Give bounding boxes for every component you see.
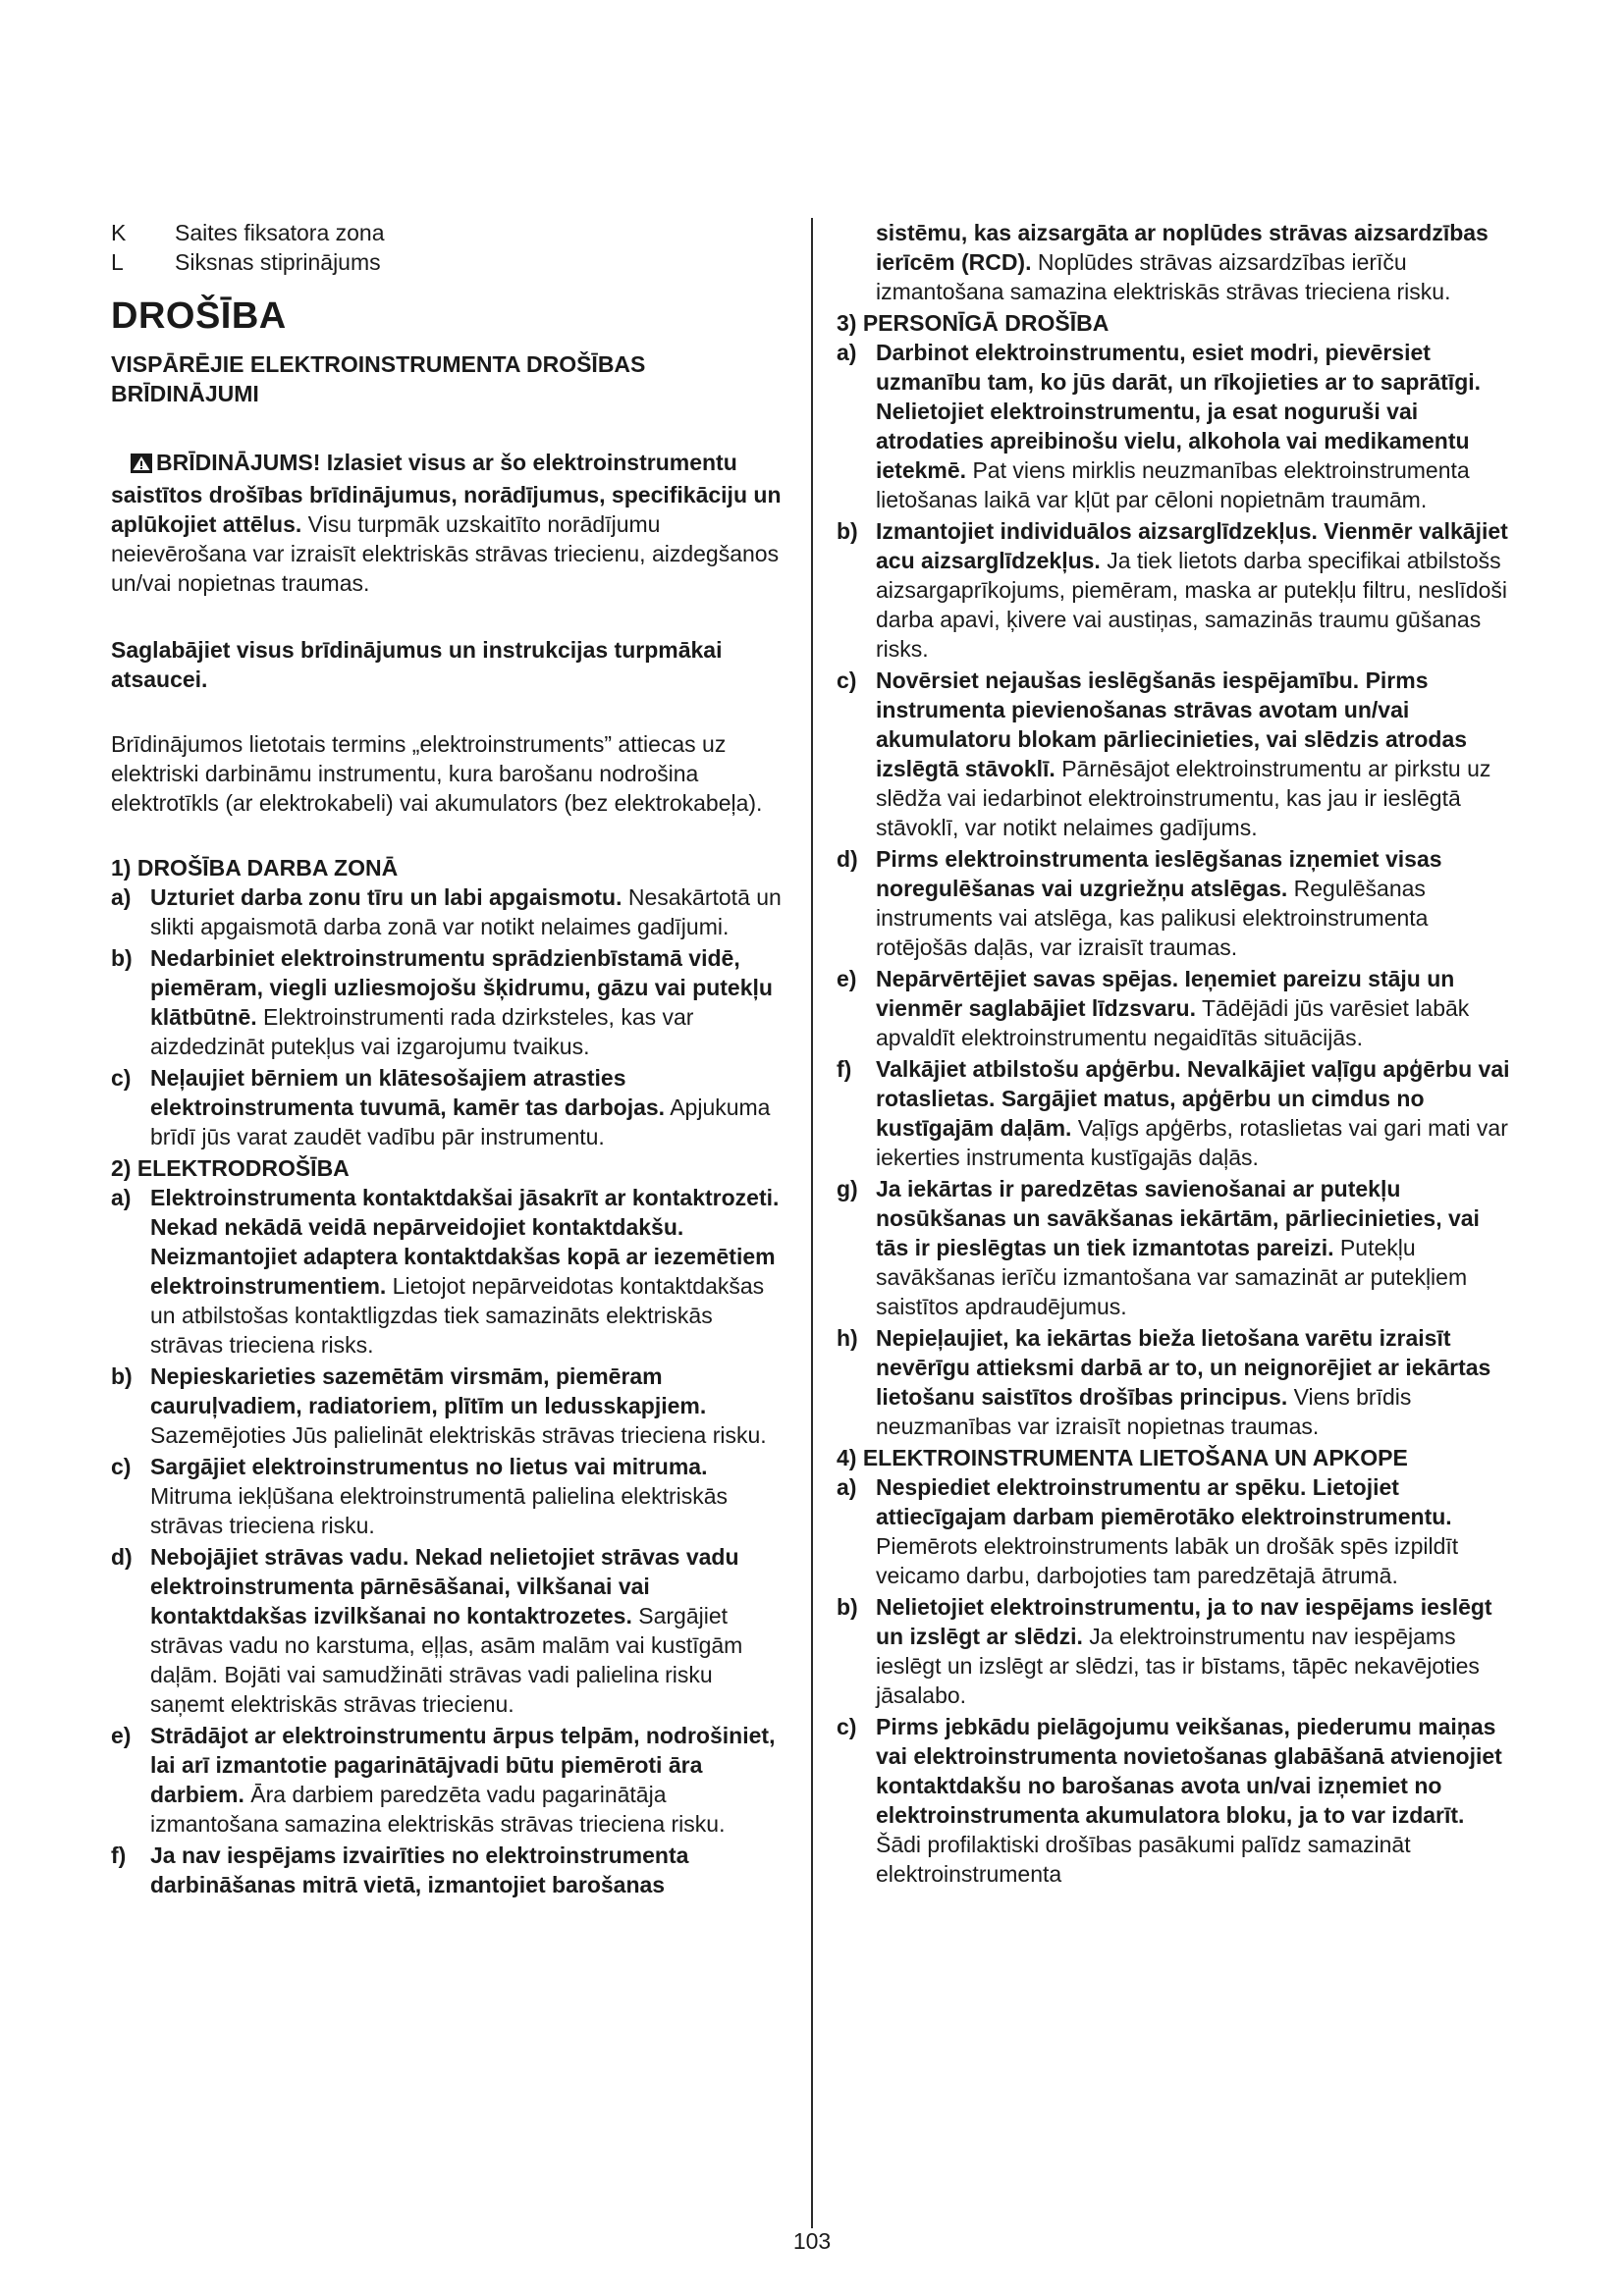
list-item (837, 844, 1510, 962)
list-item (837, 1472, 1510, 1590)
group-title: 2) ELEKTRODROŠĪBA (111, 1155, 350, 1181)
item-label: f) (837, 1056, 852, 1082)
item-label: b) (837, 518, 858, 544)
item-label: a) (111, 884, 132, 910)
item-label: b) (111, 1363, 133, 1389)
term-definition: Brīdinājumos lietotais termins „elektroinstruments” attiecas uz elektriski darbināmu instrumentu, kura barošanu nodrošina elektrotīkls (ar elektrokabeli) vai akumulators (bez elektrokabeļa). (111, 731, 763, 816)
item-label: c) (111, 1454, 132, 1479)
item-text: Nesakārtotā un slikti apgaismotā darba zonā var notikt nelaimes gadījumi. (150, 884, 782, 939)
continued-text: Noplūdes strāvas aizsardzības ierīču izmantošana samazina elektriskās strāvas trieciena risku. (876, 249, 1451, 304)
continued-item (837, 218, 1510, 306)
list-item (837, 516, 1510, 664)
list-item (111, 1362, 788, 1450)
item-text: Sazemējoties Jūs palielināt elektriskās strāvas trieciena risku. (150, 1422, 767, 1448)
item-bold: Nespiediet elektroinstrumentu ar spēku. Lietojiet attiecīgajam darbam piemērotāko elektroinstrumentu. (876, 1474, 1452, 1529)
item-bold: Nedarbiniet elektroinstrumentu sprādzienbīstamā vidē, piemēram, viegli uzliesmojošu šķidrumu, gāzu vai putekļu klātbūtnē. (150, 945, 773, 1030)
item-label: e) (111, 1723, 132, 1748)
item-label: a) (111, 1185, 132, 1210)
item-bold: Valkājiet atbilstošu apģērbu. Nevalkājiet vaļīgu apģērbu vai rotaslietas. Sargājiet matus, apģērbu un cimdus no kustīgajām daļām. (876, 1056, 1510, 1141)
item-label: d) (111, 1544, 133, 1570)
item-label: c) (837, 1714, 857, 1739)
item-text: Putekļu savākšanas ierīču izmantošana var samazināt ar putekļiem saistītos apdraudējumus. (876, 1235, 1468, 1319)
save-instructions-note: Saglabājiet visus brīdinājumus un instrukcijas turpmākai atsaucei. (111, 637, 723, 692)
item-text: Mitruma iekļūšana elektroinstrumentā palielina elektriskās strāvas trieciena risku. (150, 1483, 729, 1538)
item-bold: Darbinot elektroinstrumentu, esiet modri, pievērsiet uzmanību tam, ko jūs darāt, un rīkojieties ar to saprātīgi. Nelietojiet elektroinstrumentu, ja esat noguruši vai atrodaties apreibinošu vielu, alkohola vai medikamentu ietekmē. (876, 340, 1482, 483)
item-text: Pat viens mirklis neuzmanības elektroinstrumenta lietošanas laikā var kļūt par cēloni nopietnām traumām. (876, 457, 1470, 512)
item-bold: Pirms elektroinstrumenta ieslēgšanas izņemiet visas noregulēšanas vai uzgriežņu atslēgas. (876, 846, 1442, 901)
item-bold: Izmantojiet individuālos aizsarglīdzekļus. Vienmēr valkājiet acu aizsarglīdzekļus. (876, 518, 1508, 573)
list-item (837, 1054, 1510, 1172)
item-bold: Nepieļaujiet, ka iekārtas bieža lietošana varētu izraisīt nevērīgu attieksmi darbā ar to, un neignorējiet ar iekārtas lietošanu saistītos drošības principus. (876, 1325, 1491, 1410)
item-bold: Nebojājiet strāvas vadu. Nekad nelietojiet strāvas vadu elektroinstrumenta pārnēsāšanai, vilkšanai vai kontaktdakšas izvilkšanai no kontaktrozetes. (150, 1544, 739, 1629)
list-item (111, 882, 788, 941)
list-item (837, 1174, 1510, 1321)
item-text: Ja elektroinstrumentu nav iespējams ieslēgt un izslēgt ar slēdzi, tas ir bīstams, tāpēc nekavējoties jāsalabo. (876, 1624, 1480, 1708)
item-label: c) (111, 1065, 132, 1091)
legend-text: Saites fiksatora zona (175, 220, 385, 245)
list-item (111, 1721, 788, 1839)
list-item (111, 1542, 788, 1719)
warning-text: Visu turpmāk uzskaitīto norādījumu neievērošana var izraisīt elektriskās strāvas triecienu, aizdegšanos un/vai nopietnas traumas. (111, 511, 780, 596)
item-label: g) (837, 1176, 858, 1201)
list-item (837, 964, 1510, 1052)
list-item (837, 666, 1510, 842)
list-item (837, 1592, 1510, 1710)
item-text: Lietojot nepārveidotas kontaktdakšas un atbilstošas kontaktligzdas tiek samazināts elektriskās strāvas trieciena risks. (150, 1273, 765, 1358)
general-warning (111, 448, 788, 598)
list-item (837, 1712, 1510, 1889)
item-bold: Nelietojiet elektroinstrumentu, ja to nav iespējams ieslēgt un izslēgt ar slēdzi. (876, 1594, 1492, 1649)
item-bold: Novērsiet nejaušas ieslēgšanās iespējamību. Pirms instrumenta pievienošanas strāvas avotam un/vai akumulatoru blokam pārliecinieties, vai slēdzis atrodas izslēgtā stāvoklī. (876, 667, 1468, 781)
item-bold: Pirms jebkādu pielāgojumu veikšanas, piederumu maiņas vai elektroinstrumenta novietošanas glabāšanā atvienojiet kontaktdakšu no barošanas avota un/vai izņemiet no elektroinstrumenta akumulatora bloku, ja to var izdarīt. (876, 1714, 1502, 1828)
right-column (837, 218, 1510, 1891)
legend-key: K (111, 220, 127, 245)
list-item (111, 943, 788, 1061)
column-divider (811, 218, 813, 2228)
page-number: 103 (792, 2228, 832, 2254)
list-item (111, 1183, 788, 1360)
list-item (837, 1323, 1510, 1441)
item-text: Pārnēsājot elektroinstrumentu ar pirkstu uz slēdža vai iedarbinot elektroinstrumentu, kas jau ir ieslēgtā stāvoklī, var notikt nelaimes gadījums. (876, 756, 1491, 840)
item-label: f) (111, 1842, 127, 1868)
item-label: d) (837, 846, 858, 872)
legend-text: Siksnas stiprinājums (175, 249, 381, 275)
item-label: h) (837, 1325, 858, 1351)
list-item (111, 1452, 788, 1540)
warning-bold: BRĪDINĀJUMS! Izlasiet visus ar šo elektroinstrumentu saistītos drošības brīdinājumus, norādījumus, specifikāciju un aplūkojiet attēlus. (111, 450, 782, 537)
item-text: Šādi profilaktiski drošības pasākumi palīdz samazināt elektroinstrumenta (876, 1832, 1411, 1887)
item-label: c) (837, 667, 857, 693)
item-text: Tādējādi jūs varēsiet labāk apvaldīt elektroinstrumentu negaidītās situācijās. (876, 995, 1470, 1050)
item-bold: Elektroinstrumenta kontaktdakšai jāsakrīt ar kontaktrozeti. Nekad nekādā veidā nepārveidojiet kontaktdakšu. Neizmantojiet adaptera kontaktdakšas kopā ar iezemētiem elektroinstrumentiem. (150, 1185, 780, 1299)
item-text: Piemērots elektroinstruments labāk un drošāk spēs izpildīt veicamo darbu, darbojoties tam paredzētajā ātrumā. (876, 1533, 1459, 1588)
item-bold: Strādājot ar elektroinstrumentu ārpus telpām, nodrošiniet, lai arī izmantotie pagarinātājvadi būtu piemēroti āra darbiem. (150, 1723, 776, 1807)
item-bold: Neļaujiet bērniem un klātesošajiem atrasties elektroinstrumenta tuvumā, kamēr tas darbojas. (150, 1065, 666, 1120)
item-text: Regulēšanas instruments vai atslēga, kas palikusi elektroinstrumenta rotējošās daļās, var izraisīt traumas. (876, 876, 1429, 960)
list-item (111, 1841, 788, 1899)
item-text: Elektroinstrumenti rada dzirksteles, kas var aizdedzināt putekļus vai izgarojumu tvaikus. (150, 1004, 694, 1059)
group-title: 4) ELEKTROINSTRUMENTA LIETOŠANA UN APKOPE (837, 1445, 1408, 1470)
item-bold: Sargājiet elektroinstrumentus no lietus vai mitruma. (150, 1454, 708, 1479)
item-text: Ja tiek lietots darba specifikai atbilstošs aizsargaprīkojums, piemēram, maska ar putekļu filtru, neslīdoši darba apavi, ķivere vai austiņas, samazinās traumu gūšanas risks. (876, 548, 1507, 662)
item-text: Āra darbiem paredzēta vadu pagarinātāja izmantošana samazina elektriskās strāvas trieciena risku. (150, 1782, 726, 1837)
item-label: b) (111, 945, 133, 971)
item-text: Vaļīgs apģērbs, rotaslietas vai gari mati var iekerties instrumenta kustīgajās daļās. (876, 1115, 1508, 1170)
list-item (837, 338, 1510, 514)
group-title: 3) PERSONĪGĀ DROŠĪBA (837, 310, 1110, 336)
legend-row (111, 218, 788, 247)
item-label: a) (837, 340, 857, 365)
item-text: Viens brīdis neuzmanības var izraisīt nopietnas traumas. (876, 1384, 1412, 1439)
group-title: 1) DROŠĪBA DARBA ZONĀ (111, 855, 399, 881)
warning-triangle-icon (131, 451, 152, 480)
left-column (111, 218, 788, 1901)
item-bold: Uzturiet darba zonu tīru un labi apgaismotu. (150, 884, 623, 910)
item-bold: Nepārvērtējiet savas spējas. Ieņemiet pareizu stāju un vienmēr saglabājiet līdzsvaru. (876, 966, 1455, 1021)
item-bold: Nepieskarieties sazemētām virsmām, piemēram cauruļvadiem, radiatoriem, plītīm un ledusskapjiem. (150, 1363, 707, 1418)
item-text: Sargājiet strāvas vadu no karstuma, eļļas, asām malām vai kustīgām daļām. Bojāti vai samudžināti strāvas vadi palielina risku saņemt elektriskās strāvas triecienu. (150, 1603, 743, 1717)
item-bold: Ja nav iespējams izvairīties no elektroinstrumenta darbināšanas mitrā vietā, izmantojiet barošanas (150, 1842, 689, 1897)
legend-key: L (111, 249, 124, 275)
item-label: e) (837, 966, 857, 991)
item-label: b) (837, 1594, 858, 1620)
item-label: a) (837, 1474, 857, 1500)
legend-row (111, 247, 788, 277)
legend (111, 218, 788, 277)
item-bold: Ja iekārtas ir paredzētas savienošanai ar putekļu nosūkšanas un savākšanas iekārtām, pārliecinieties, vai tās ir pieslēgtas un tiek izmantotas pareizi. (876, 1176, 1480, 1260)
continued-bold: sistēmu, kas aizsargāta ar noplūdes strāvas aizsardzības ierīcēm (RCD). (876, 220, 1489, 275)
section-title: DROŠĪBA (111, 295, 287, 337)
subsection-title: VISPĀRĒJIE ELEKTROINSTRUMENTA DROŠĪBAS BRĪDINĀJUMI (111, 351, 646, 406)
item-text: Apjukuma brīdī jūs varat zaudēt vadību pār instrumentu. (150, 1095, 771, 1149)
list-item (111, 1063, 788, 1151)
